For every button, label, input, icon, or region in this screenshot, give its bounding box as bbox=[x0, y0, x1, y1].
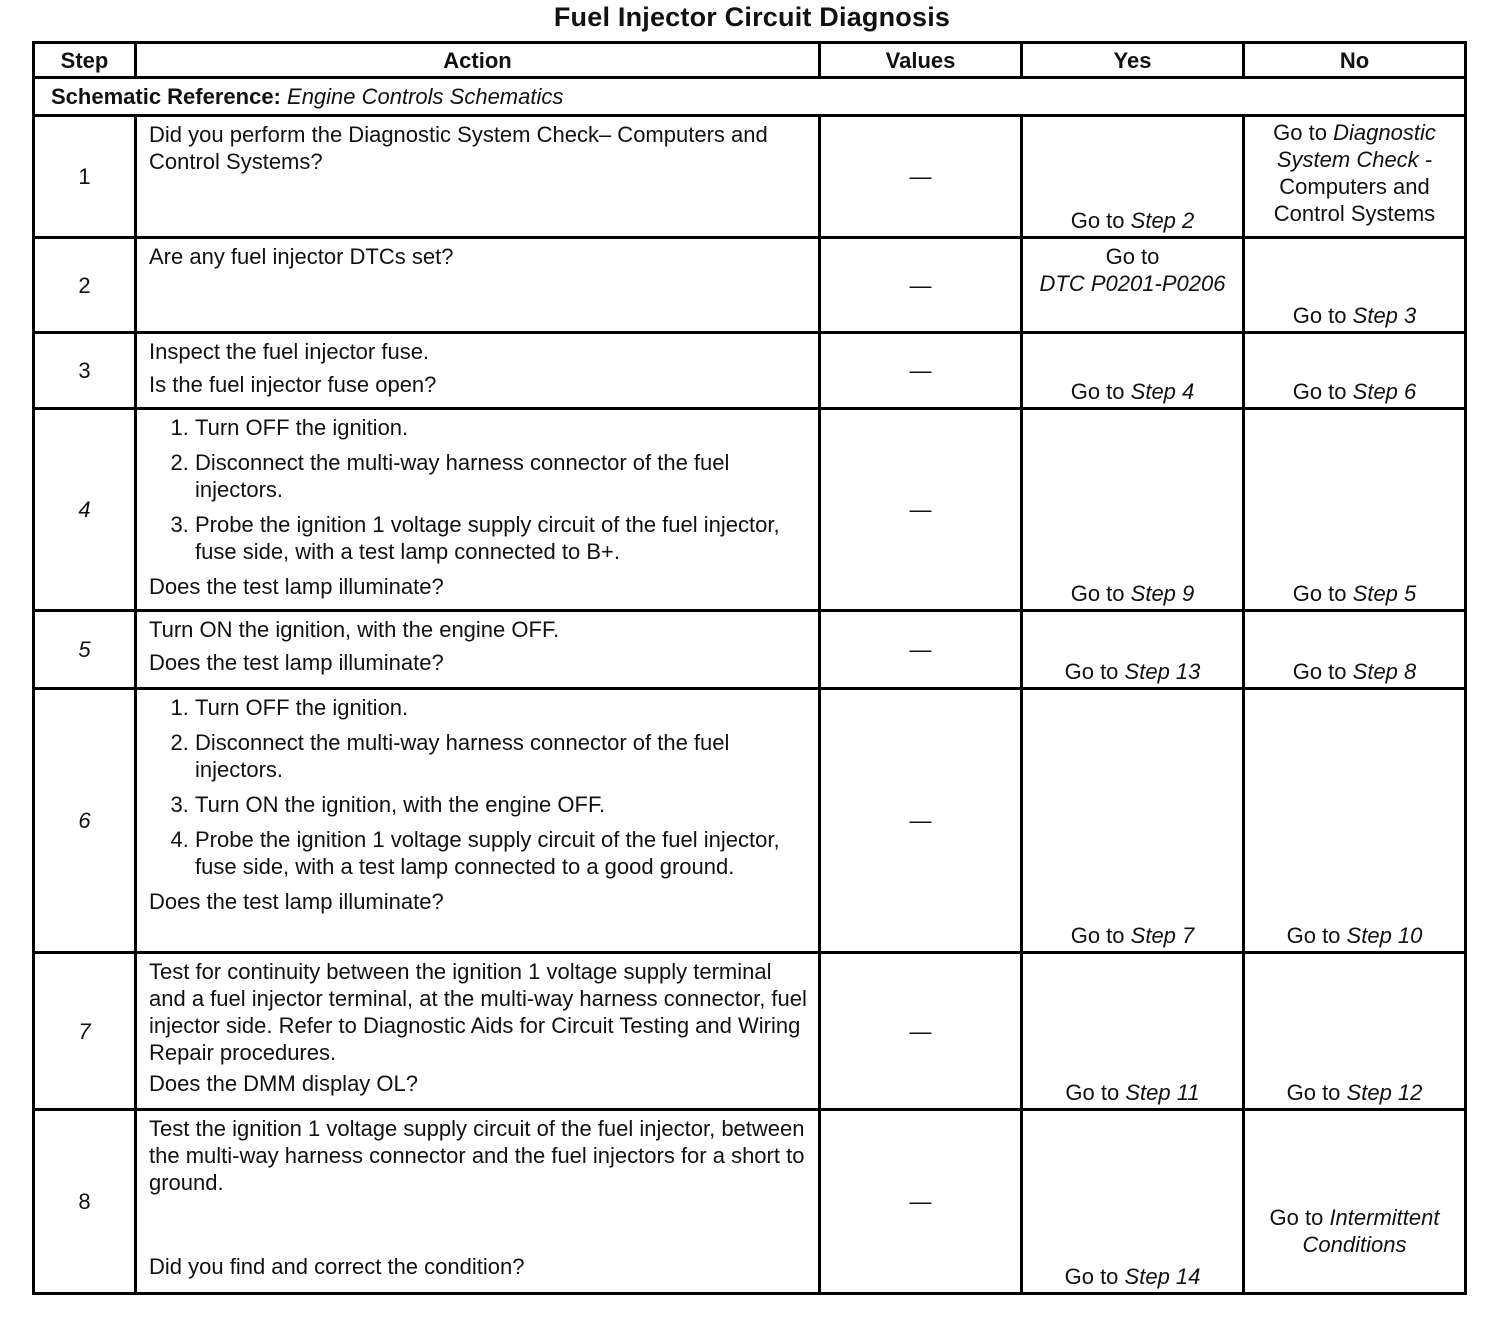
values-cell: — bbox=[820, 1110, 1022, 1294]
no-cell: Go to Step 8 bbox=[1244, 611, 1466, 689]
step-number: 8 bbox=[34, 1110, 136, 1294]
action-question: Does the test lamp illuminate? bbox=[149, 574, 444, 599]
action-cell bbox=[136, 689, 820, 953]
header-action: Action bbox=[136, 43, 820, 78]
yes-target: Step 14 bbox=[1124, 1264, 1201, 1289]
step-number: 5 bbox=[34, 611, 136, 689]
yes-cell: Go to Step 13 bbox=[1022, 611, 1244, 689]
action-text: Did you perform the Diagnostic System Check– Computers and Control Systems? bbox=[149, 122, 768, 174]
values-cell: — bbox=[820, 409, 1022, 611]
step-number: 6 bbox=[34, 689, 136, 953]
diagnosis-table bbox=[32, 41, 1467, 1295]
list-item: 1. Turn OFF the ignition. bbox=[195, 414, 818, 441]
yes-target: DTC P0201-P0206 bbox=[1039, 271, 1226, 296]
action-question: Does the test lamp illuminate? bbox=[149, 650, 444, 675]
table-row bbox=[34, 333, 1466, 409]
schematic-row bbox=[34, 78, 1466, 116]
header-row bbox=[34, 43, 1466, 78]
step-number: 7 bbox=[34, 953, 136, 1110]
table-row bbox=[34, 611, 1466, 689]
action-text: Test the ignition 1 voltage supply circuit of the fuel injector, between the multi-way harness connector and the fuel injectors for a short to ground. bbox=[149, 1116, 805, 1195]
action-list bbox=[137, 694, 818, 880]
table-row bbox=[34, 689, 1466, 953]
values-cell: — bbox=[820, 238, 1022, 333]
list-item: 3. Probe the ignition 1 voltage supply circuit of the fuel injector, fuse side, with a test lamp connected to B+. bbox=[195, 511, 818, 565]
yes-cell: Go to Step 11 bbox=[1022, 953, 1244, 1110]
no-target-rest: Computers and Control Systems bbox=[1273, 174, 1436, 226]
action-cell bbox=[136, 1110, 820, 1294]
table-row bbox=[34, 1110, 1466, 1294]
schematic-label: Schematic Reference: bbox=[51, 84, 281, 109]
yes-cell: Go to Step 2 bbox=[1022, 116, 1244, 238]
header-yes: Yes bbox=[1022, 43, 1244, 78]
action-text: Inspect the fuel injector fuse. bbox=[149, 339, 430, 364]
action-question: Did you find and correct the condition? bbox=[149, 1254, 525, 1279]
step-number: 2 bbox=[34, 238, 136, 333]
no-cell: Go to Step 6 bbox=[1244, 333, 1466, 409]
header-values: Values bbox=[820, 43, 1022, 78]
values-cell: — bbox=[820, 689, 1022, 953]
yes-cell: Go to Step 14 bbox=[1022, 1110, 1244, 1294]
table-row bbox=[34, 238, 1466, 333]
yes-target: Step 13 bbox=[1124, 659, 1201, 684]
no-cell: Go to Step 10 bbox=[1244, 689, 1466, 953]
no-target: Intermittent Conditions bbox=[1302, 1204, 1440, 1257]
action-question: Does the DMM display OL? bbox=[149, 1071, 418, 1096]
action-cell bbox=[136, 333, 820, 409]
table-row bbox=[34, 953, 1466, 1110]
step-number: 4 bbox=[34, 409, 136, 611]
action-cell bbox=[136, 409, 820, 611]
action-list bbox=[137, 414, 818, 565]
action-text: Are any fuel injector DTCs set? bbox=[149, 244, 454, 269]
table-row bbox=[34, 116, 1466, 238]
values-cell: — bbox=[820, 611, 1022, 689]
action-cell bbox=[136, 238, 820, 333]
step-number: 3 bbox=[34, 333, 136, 409]
header-no: No bbox=[1244, 43, 1466, 78]
step-number: 1 bbox=[34, 116, 136, 238]
action-question: Does the test lamp illuminate? bbox=[149, 889, 444, 914]
table-row bbox=[34, 409, 1466, 611]
list-item: 3. Turn ON the ignition, with the engine OFF. bbox=[195, 791, 818, 818]
schematic-reference bbox=[34, 78, 1466, 116]
yes-cell: Go to Step 7 bbox=[1022, 689, 1244, 953]
no-target: Step 8 bbox=[1352, 659, 1417, 684]
no-cell: Go to Diagnostic System Check - Computers and Control Systems bbox=[1244, 116, 1466, 238]
no-cell: Go to Step 12 bbox=[1244, 953, 1466, 1110]
action-cell bbox=[136, 611, 820, 689]
action-text: Test for continuity between the ignition 1 voltage supply terminal and a fuel injector terminal, at the multi-way harness connector, fuel injector side. Refer to Diagnostic Aids for Circuit Testing and Wiring Repair procedures. bbox=[149, 959, 807, 1065]
yes-target: Step 7 bbox=[1130, 923, 1195, 948]
list-item: 4. Probe the ignition 1 voltage supply circuit of the fuel injector, fuse side, with a test lamp connected to a good ground. bbox=[195, 826, 818, 880]
no-cell: Go to Step 5 bbox=[1244, 409, 1466, 611]
action-cell bbox=[136, 116, 820, 238]
yes-target: Step 11 bbox=[1125, 1080, 1200, 1105]
no-target: Step 3 bbox=[1352, 303, 1417, 328]
no-target: Step 6 bbox=[1352, 379, 1417, 404]
no-cell: Go to Step 3 bbox=[1244, 238, 1466, 333]
no-target: Step 10 bbox=[1346, 923, 1423, 948]
values-cell: — bbox=[820, 953, 1022, 1110]
no-target: Step 12 bbox=[1346, 1080, 1423, 1105]
header-step: Step bbox=[34, 43, 136, 78]
values-cell: — bbox=[820, 333, 1022, 409]
no-target: Step 5 bbox=[1352, 581, 1417, 606]
list-item: 1. Turn OFF the ignition. bbox=[195, 694, 818, 721]
action-cell bbox=[136, 953, 820, 1110]
list-item: 2. Disconnect the multi-way harness connector of the fuel injectors. bbox=[195, 449, 818, 503]
list-item: 2. Disconnect the multi-way harness connector of the fuel injectors. bbox=[195, 729, 818, 783]
values-cell: — bbox=[820, 116, 1022, 238]
no-cell: Go to Intermittent Conditions bbox=[1244, 1110, 1466, 1294]
yes-cell: Go to Step 4 bbox=[1022, 333, 1244, 409]
action-question: Is the fuel injector fuse open? bbox=[149, 372, 437, 397]
schematic-value: Engine Controls Schematics bbox=[287, 84, 564, 109]
yes-target: Step 2 bbox=[1130, 208, 1195, 233]
yes-target: Step 9 bbox=[1130, 581, 1195, 606]
yes-cell: Go to DTC P0201-P0206 bbox=[1022, 238, 1244, 333]
action-text: Turn ON the ignition, with the engine OFF. bbox=[149, 617, 560, 642]
yes-cell: Go to Step 9 bbox=[1022, 409, 1244, 611]
yes-target: Step 4 bbox=[1130, 379, 1195, 404]
no-target: Diagnostic System Check - bbox=[1276, 120, 1436, 172]
page-title: Fuel Injector Circuit Diagnosis bbox=[553, 2, 951, 32]
